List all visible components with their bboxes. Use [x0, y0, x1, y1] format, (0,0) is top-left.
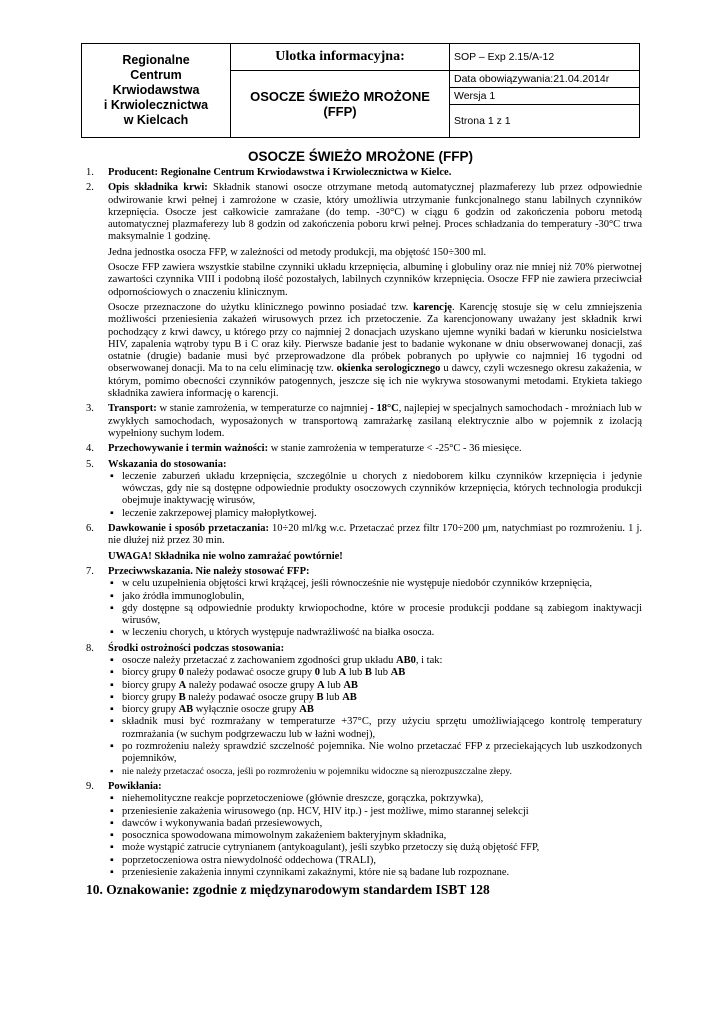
bullet-list: [108, 793, 642, 879]
list-item: ▪ może wystąpić zatrucie cytrynianem (antykoagulant), jeśli szybko przetoczy się dużą objętość FFP,: [108, 842, 642, 854]
paragraph-text: Osocze przeznaczone do użytku klinicznego powinno posiadać tzw.: [108, 301, 414, 313]
section-label: Środki ostrożności podczas stosowania:: [108, 642, 285, 654]
section-label: Dawkowanie i sposób przetaczania:: [108, 523, 269, 535]
item-text: lub: [371, 667, 391, 679]
list-item: [108, 667, 642, 679]
section-number: 1.: [86, 167, 94, 178]
list-item: ▪ jako źródła immunoglobulin,: [108, 591, 642, 603]
document-title: OSOCZE ŚWIEŻO MROŻONE (FFP): [248, 149, 473, 164]
warning: UWAGA! Składnika nie wolno zamrażać powtórnie!: [108, 550, 343, 562]
paragraph-text: w stanie zamrożenia w temperaturze < -25°C - 36 miesięce.: [268, 443, 522, 455]
list-item: ▪ dawców i wykonywania badań przesiewowych,: [108, 818, 642, 830]
blood-group: B: [364, 667, 372, 679]
paragraph: [108, 302, 642, 400]
section-label: Przeciwwskazania. Nie należy stosować FFP:: [108, 565, 310, 577]
item-text: biorcy grupy: [122, 679, 179, 691]
section-number: 5.: [86, 458, 94, 470]
blood-group: B: [178, 691, 186, 703]
list-item: [108, 704, 642, 716]
section-number: 8.: [86, 642, 94, 654]
product-abbr: (FFP): [323, 104, 357, 119]
section-precautions: [86, 643, 642, 778]
item-text: lub: [346, 667, 365, 679]
blood-group: AB: [299, 704, 314, 716]
list-item: [108, 680, 642, 692]
blood-group: A: [178, 679, 187, 691]
list-item: [108, 655, 642, 667]
item-text: wyłącznie osocze grupy: [193, 704, 300, 716]
item-text: osocze należy przetaczać z zachowaniem zgodności grup układu: [122, 654, 397, 666]
section-number: 7.: [86, 565, 94, 577]
list-item: ▪ leczenie zakrzepowej plamicy małopłytkowej.: [108, 508, 642, 520]
org-line: Centrum: [130, 68, 182, 82]
term-serological-window: okienka serologicznego: [336, 363, 441, 375]
section-number: 4.: [86, 443, 94, 455]
bullet-list: [108, 578, 642, 639]
paragraph-text: w stanie zamrożenia, w temperaturze co najmniej: [156, 403, 371, 415]
paragraph-text: . Karencję stosuje się w celu zmniejszenia możliwości przeniesienia zakażeń wirusowych przez ich przetoczenie. Za karencjonowany uważany jest składnik krwi pochodzący z krwi dawcy, u którego przy co najmniej 2 donacjach uzyskano ujemne wyniki badań w kierunku nosicielstwa HIV, zapalenia wątroby typu B i C oraz kiły. Pierwsze badanie jest to badanie wykonane w dniu obserwowanej donacji, zaś ostatnie (drugie) badanie musi być przeprowadzone dla próbek pobranych po upływie co najmniej 16 tygodni od obserwowanej donacji. Ma to na celu eliminację tzw.: [108, 301, 642, 375]
org-line: w Kielcach: [123, 113, 189, 127]
item-text: należy podawać osocze grupy: [183, 667, 315, 679]
header-table: [81, 43, 640, 138]
section-label: Transport:: [108, 403, 157, 415]
blood-group: AB: [390, 667, 406, 679]
list-item: ▪ po rozmrożeniu należy sprawdzić szczelność pojemnika. Nie wolno przetaczać FFP z przeciekających lub uszkodzonych pojemników,: [108, 741, 642, 766]
list-item: ▪ leczenie zaburzeń układu krzepnięcia, szczególnie u chorych z niedoborem kilku czynników krzepnięcia i jedynie wówczas, gdy nie są dostępne odpowiednie produkty osoczowych czynników krzepnięcia, których technologia produkcji obejmuje inaktywację wirusów,: [108, 471, 642, 508]
section-label: Powikłania:: [108, 780, 162, 792]
item-text: biorcy grupy: [122, 667, 179, 679]
org-line: Krwiodawstwa: [112, 83, 200, 97]
section-number: 2.: [86, 182, 94, 194]
section-contraindications: [86, 566, 642, 640]
list-item: [108, 692, 642, 704]
term-karencja: karencję: [413, 301, 452, 313]
section-producer: [86, 167, 642, 179]
paragraph: [108, 523, 642, 548]
sop-code: SOP – Exp 2.15/A-12: [450, 44, 640, 71]
list-item: ▪ posocznica spowodowana mimowolnym zakażeniem bakteryjnym składnika,: [108, 830, 642, 842]
paragraph-text: , najlepiej w specjalnych samochodach - mrożniach lub w zwykłych samochodach, wyposażonych w transportową zamrażarkę zasilaną elektrycznie albo w pojemnik z izolacją wypełniony suchym lodem.: [108, 403, 642, 439]
blood-group: 0: [314, 667, 320, 679]
section-number: 6.: [86, 523, 94, 535]
section-dosage: [86, 523, 642, 563]
section-number: 9.: [86, 780, 94, 792]
document-body: [86, 167, 642, 901]
temperature-value: - 18°C: [370, 403, 399, 415]
blood-group: AB: [178, 704, 194, 716]
list-item: ▪ składnik musi być rozmrażany w temperaturze +37°C, przy użyciu sprzętu umożliwiającego kontrolę temperatury rozmrażania (w suchym podgrzewaczu lub w łaźni wodnej),: [108, 716, 642, 741]
blood-group: B: [316, 691, 324, 703]
item-text: biorcy grupy: [122, 704, 179, 716]
paragraph-text: u dawcy, czyli wczesnego okresu zakażenia, w którym, pomimo obecności czynników patogennych, jeszcze się ich nie wykrywa stosowanymi metodami. Etykieta takiego składnika zawiera informację o karencji.: [108, 363, 642, 400]
section-label: Przechowywanie i termin ważności:: [108, 443, 269, 455]
item-text: należy podawać osocze grupy: [185, 691, 317, 703]
paragraph-text: 10÷20 ml/kg w.c. Przetaczać przez filtr 170÷200 μm, natychmiast po rozmrożeniu. 1 j. nie dłużej niż przez 30 min.: [108, 523, 642, 547]
blood-group: AB: [343, 679, 358, 691]
list-item: ▪ przeniesienie zakażenia innymi czynnikami zakaźnymi, które nie są badane lub rozpoznane.: [108, 867, 642, 879]
warning-text: [108, 551, 642, 563]
product-name-cell: [231, 71, 450, 138]
list-item: ▪ poprzetoczeniowa ostra niewydolność oddechowa (TRALI),: [108, 855, 642, 867]
paragraph: Jedna jednostka osocza FFP, w zależności od metody produkcji, ma objętość 150÷300 ml.: [108, 246, 487, 258]
page-number: Strona 1 z 1: [450, 105, 640, 138]
item-text: lub: [323, 691, 343, 703]
item-text: lub: [324, 679, 344, 691]
producer-text: Producent: Regionalne Centrum Krwiodawstwa i Krwiolecznictwa w Kielce.: [108, 167, 452, 178]
paragraph: Osocze FFP zawiera wszystkie stabilne czynniki układu krzepnięcia, albuminę i globuliny oraz nie mniej niż 70% pierwotnej zawartości czynnika VIII i podobną ilość pozostałych, labilnych czynników krzepnięcia. Osocze FFP nie zawiera przeciwciał odpornościowych o znaczeniu klinicznym.: [108, 262, 642, 298]
list-item: ▪ nie należy przetaczać osocza, jeśli po rozmrożeniu w pojemniku widoczne są nierozpuszczalne złepy.: [108, 766, 642, 778]
list-item: ▪ w celu uzupełnienia objętości krwi krążącej, jeśli równocześnie nie występuje niedobór czynników krzepnięcia,: [108, 578, 642, 590]
list-item: ▪ w leczeniu chorych, u których występuje nadwrażliwość na białka osocza.: [108, 627, 642, 639]
blood-group: AB0: [396, 654, 416, 666]
item-text: , i tak:: [415, 654, 443, 666]
blood-group: 0: [178, 667, 184, 679]
section-transport: [86, 403, 642, 440]
product-name: OSOCZE ŚWIEŻO MROŻONE: [250, 89, 430, 104]
section-description: [86, 182, 642, 400]
list-item: ▪ przeniesienie zakażenia wirusowego (np. HCV, HIV itp.) - jest możliwe, mimo starannej selekcji: [108, 806, 642, 818]
organization-cell: [82, 44, 231, 138]
paragraph: [108, 182, 642, 243]
section-complications: [86, 781, 642, 879]
section-label: Opis składnika krwi:: [108, 182, 208, 194]
list-item: ▪ gdy dostępne są odpowiednie produkty krwiopochodne, które w procesie produkcji poddane są zabiegom inaktywacji wirusów,: [108, 603, 642, 628]
list-item: ▪ niehemolityczne reakcje poprzetoczeniowe (głównie dreszcze, gorączka, pokrzywka),: [108, 793, 642, 805]
blood-group: AB: [342, 691, 357, 703]
item-text: należy podawać osocze grupy: [186, 679, 318, 691]
valid-date: Data obowiązywania:21.04.2014r: [450, 71, 640, 88]
section-labeling: 10. Oznakowanie: zgodnie z międzynarodowym standardem ISBT 128: [86, 882, 490, 898]
org-line: Regionalne: [122, 53, 190, 67]
blood-group: A: [338, 667, 347, 679]
item-text: biorcy grupy: [122, 691, 179, 703]
version: Wersja 1: [450, 88, 640, 105]
paragraph-text: Składnik stanowi osocze otrzymane metodą automatycznej plazmaferezy lub przez odpowiednie odwirowanie krwi pełnej i zamrożone w czasie, który umożliwia utrzymanie funkcjonalnego stanu labilnych czynników krzepnięcia. Osocze jest całkowicie zamrażane (do temp. -30°C) w ciągu 6 godzin od zakończenia poboru metodą automatycznej plazmaferezy lub 8 godzin od zakończenia poboru krwi pełnej. Proces schładzania do temperatury -30°C trwa maksymalnie 1 godzinę.: [108, 182, 642, 243]
blood-group: A: [317, 679, 325, 691]
section-indications: [86, 459, 642, 520]
section-label: Wskazania do stosowania:: [108, 458, 227, 470]
org-line: i Krwiolecznictwa: [103, 98, 209, 112]
section-storage: [86, 443, 642, 455]
bullet-list: [108, 471, 642, 520]
item-text: lub: [319, 667, 339, 679]
leaflet-title: Ulotka informacyjna:: [231, 44, 450, 71]
bullet-list: [108, 655, 642, 778]
section-number: 3.: [86, 403, 94, 415]
